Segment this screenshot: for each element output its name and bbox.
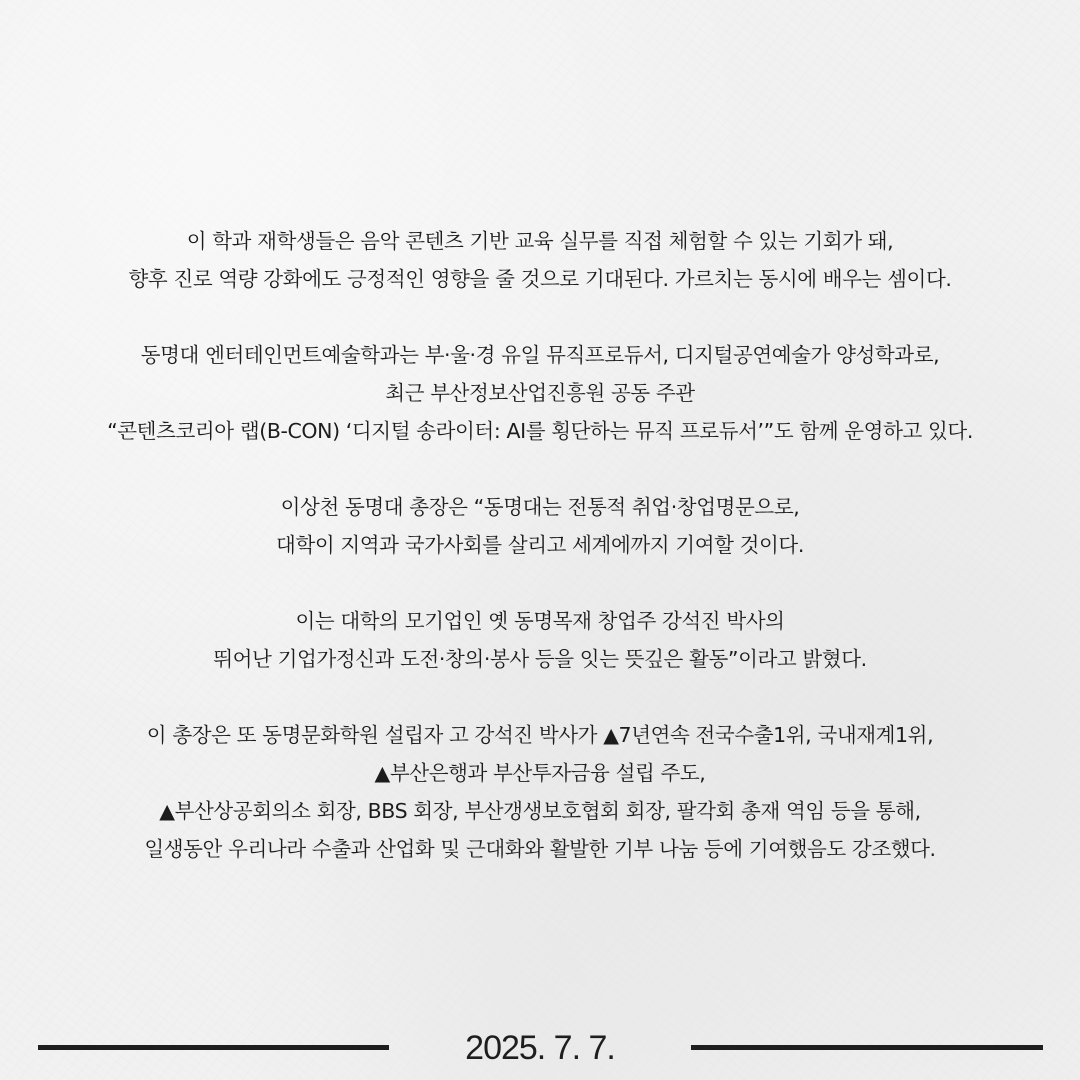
text-line: “콘텐츠코리아 랩(B-CON) ‘디지털 송라이터: AI를 횡단하는 뮤직 프로듀서’”도 함께 운영하고 있다. <box>107 419 973 443</box>
paragraph-3 <box>20 488 1060 564</box>
text-line: 이 총장은 또 동명문화학원 설립자 고 강석진 박사가 ▲7년연속 전국수출1위, 국내재계1위, <box>146 723 934 747</box>
article-body <box>20 222 1060 868</box>
paragraph-5 <box>20 716 1060 868</box>
paragraph-1 <box>20 222 1060 298</box>
text-line: ▲부산은행과 부산투자금융 설립 주도, <box>374 761 706 785</box>
footer-divider-right <box>691 1045 1043 1050</box>
text-line: 향후 진로 역량 강화에도 긍정적인 영향을 줄 것으로 기대된다. 가르치는 동시에 배우는 셈이다. <box>128 267 952 291</box>
text-line: 이상천 동명대 총장은 “동명대는 전통적 취업·창업명문으로, <box>280 495 800 519</box>
text-line: 뛰어난 기업가정신과 도전·창의·봉사 등을 잇는 뜻깊은 활동”이라고 밝혔다. <box>213 647 867 671</box>
text-line: ▲부산상공회의소 회장, BBS 회장, 부산갱생보호협회 회장, 팔각회 총재 역임 등을 통해, <box>159 799 921 823</box>
text-line: 이는 대학의 모기업인 옛 동명목재 창업주 강석진 박사의 <box>295 609 785 633</box>
text-line: 동명대 엔터테인먼트예술학과는 부·울·경 유일 뮤직프로듀서, 디지털공연예술가 양성학과로, <box>140 343 940 367</box>
footer-divider-left <box>38 1045 389 1050</box>
paragraph-4 <box>20 602 1060 678</box>
text-line: 최근 부산정보산업진흥원 공동 주관 <box>385 381 695 405</box>
paragraph-2 <box>20 336 1060 450</box>
text-line: 일생동안 우리나라 수출과 산업화 및 근대화와 활발한 기부 나눔 등에 기여했음도 강조했다. <box>144 837 936 861</box>
text-line: 이 학과 재학생들은 음악 콘텐츠 기반 교육 실무를 직접 체험할 수 있는 기회가 돼, <box>186 229 894 253</box>
footer <box>0 1020 1080 1076</box>
text-line: 대학이 지역과 국가사회를 살리고 세계에까지 기여할 것이다. <box>276 533 804 557</box>
publish-date: 2025. 7. 7. <box>465 1029 615 1067</box>
